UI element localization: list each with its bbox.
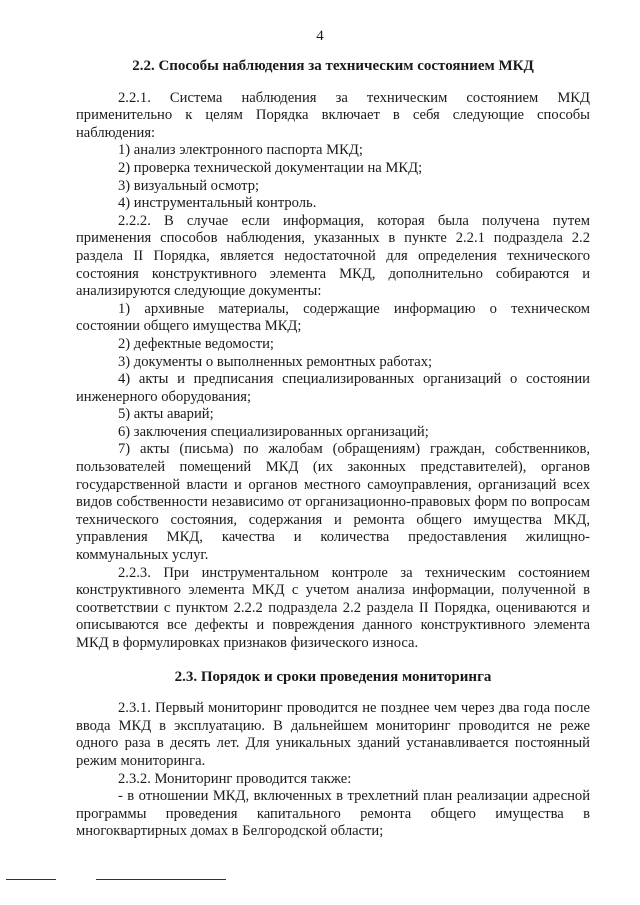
document-item-7: 7) акты (письма) по жалобам (обращениям) граждан, собственников, пользователей помещений МКД (их законных представителей), органов государственной власти и органов местного самоуправления, организаций всех видов собственности независимо от организационно-правовых форм по вопросам технического состояния, содержания и ремонта общего имущества МКД, управления МКД, качества и количества предоставления жилищно-коммунальных услуг. <box>76 441 590 564</box>
document-item-3: 3) документы о выполненных ремонтных работах; <box>118 353 433 370</box>
method-item-3: 3) визуальный осмотр; <box>118 177 260 194</box>
section-2-2-title: 2.2. Способы наблюдения за техническим состоянием МКД <box>132 58 534 74</box>
paragraph-2-3-1: 2.3.1. Первый мониторинг проводится не позднее чем через два года после ввода МКД в эксплуатацию. В дальнейшем мониторинг проводится не реже одного раза в десять лет. Для уникальных зданий устанавливается постоянный режим мониторинга. <box>76 700 590 769</box>
document-item-6: 6) заключения специализированных организаций; <box>118 423 429 440</box>
paragraph-2-2-3: 2.2.3. При инструментальном контроле за техническим состоянием конструктивного элемента МКД с учетом анализа информации, полученной в соответствии с пунктом 2.2.2 подраздела 2.2 раздела II Порядка, оцениваются и описываются все дефекты и повреждения данного конструктивного элемента МКД в формулировках признаков физического износа. <box>76 564 590 651</box>
footer-rule <box>0 879 640 885</box>
document-item-1: 1) архивные материалы, содержащие информацию о техническом состоянии общего имущества МКД; <box>76 300 590 335</box>
paragraph-2-3-2-item: - в отношении МКД, включенных в трехлетний план реализации адресной программы проведения капитального ремонта общего имущества в многоквартирных домах в Белгородской области; <box>76 788 590 840</box>
document-item-5: 5) акты аварий; <box>118 406 214 423</box>
method-item-1: 1) анализ электронного паспорта МКД; <box>118 142 363 159</box>
page-number: 4 <box>316 28 324 44</box>
document-item-4: 4) акты и предписания специализированных организаций о состоянии инженерного оборудования; <box>76 371 590 405</box>
document-body <box>76 58 590 841</box>
paragraph-2-2-2: 2.2.2. В случае если информация, которая была получена путем применения способов наблюдения, указанных в пункте 2.2.1 подраздела 2.2 раздела II Порядка, является недостаточной для определения технического состояния конструктивного элемента МКД, дополнительно собираются и анализируются следующие документы: <box>76 212 590 300</box>
method-item-4: 4) инструментальный контроль. <box>118 195 317 212</box>
footer-line-right <box>96 879 226 880</box>
document-item-2: 2) дефектные ведомости; <box>118 335 274 352</box>
footer-line-left <box>6 879 56 880</box>
method-item-2: 2) проверка технической документации на МКД; <box>118 159 423 176</box>
section-2-3-title: 2.3. Порядок и сроки проведения мониторинга <box>174 668 492 685</box>
paragraph-2-2-1: 2.2.1. Система наблюдения за техническим состоянием МКД применительно к целям Порядка включает в себя следующие способы наблюдения: <box>76 89 590 141</box>
paragraph-2-3-2: 2.3.2. Мониторинг проводится также: <box>118 770 352 787</box>
